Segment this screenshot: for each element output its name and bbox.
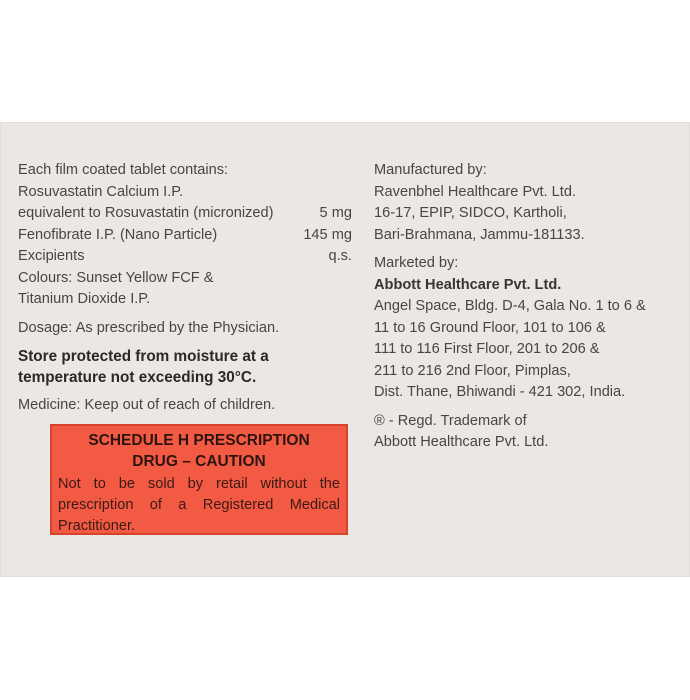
manufacturer-line: Bari-Brahmana, Jammu-181133. <box>374 226 585 243</box>
marketer-address-line: 111 to 116 First Floor, 201 to 206 & <box>374 341 600 357</box>
ingredient-qty: 5 mg <box>319 205 352 221</box>
medicine-carton-panel <box>0 122 690 577</box>
trademark-line2: Abbott Healthcare Pvt. Ltd. <box>374 434 549 450</box>
ingredient-name: Colours: Sunset Yellow FCF & <box>18 269 214 286</box>
ingredient-name: Rosuvastatin Calcium I.P. <box>18 183 184 200</box>
ingredient-row <box>18 182 358 204</box>
medicine-warning: Medicine: Keep out of reach of children. <box>18 397 276 413</box>
marketer-address-line: 211 to 216 2nd Floor, Pimplas, <box>374 362 571 379</box>
trademark-line1: ® - Regd. Trademark of <box>374 412 527 429</box>
marketer-heading: Marketed by: <box>374 255 459 271</box>
schedule-h-title-line1: SCHEDULE H PRESCRIPTION <box>88 432 310 449</box>
ingredient-name: Excipients <box>18 248 85 264</box>
composition-heading: Each film coated tablet contains: <box>18 162 229 178</box>
schedule-h-warning-box <box>50 424 348 535</box>
manufacturer-line: 16-17, EPIP, SIDCO, Kartholi, <box>374 205 567 221</box>
schedule-h-body: Not to be sold by retail without the prescription of a Registered Medical Practitioner. <box>58 476 340 534</box>
ingredient-row <box>18 203 358 225</box>
ingredient-name: Fenofibrate I.P. (Nano Particle) <box>18 226 218 243</box>
dosage-text: Dosage: As prescribed by the Physician. <box>18 319 280 336</box>
ingredient-name: equivalent to Rosuvastatin (micronized) <box>18 205 274 221</box>
composition-column <box>18 160 358 417</box>
manufacturer-line: Ravenbhel Healthcare Pvt. Ltd. <box>374 183 576 200</box>
storage-instruction-line1: Store protected from moisture at a <box>18 348 269 365</box>
schedule-h-title-line2: DRUG – CAUTION <box>132 453 266 470</box>
ingredient-row <box>18 268 358 290</box>
manufacturer-heading: Manufactured by: <box>374 162 487 178</box>
manufacturer-column <box>374 160 674 454</box>
ingredient-row <box>18 246 358 268</box>
marketer-address-line: Angel Space, Bldg. D-4, Gala No. 1 to 6 & <box>374 298 646 314</box>
marketer-address-line: 11 to 16 Ground Floor, 101 to 106 & <box>374 319 606 336</box>
ingredient-row <box>18 225 358 247</box>
storage-instruction-line2: temperature not exceeding 30°C. <box>18 369 257 386</box>
marketer-address-line: Dist. Thane, Bhiwandi - 421 302, India. <box>374 384 626 400</box>
marketer-name: Abbott Healthcare Pvt. Ltd. <box>374 276 562 293</box>
ingredient-qty: q.s. <box>328 248 352 264</box>
ingredient-name: Titanium Dioxide I.P. <box>18 291 151 307</box>
ingredient-qty: 145 mg <box>303 226 352 243</box>
ingredient-row <box>18 289 358 311</box>
